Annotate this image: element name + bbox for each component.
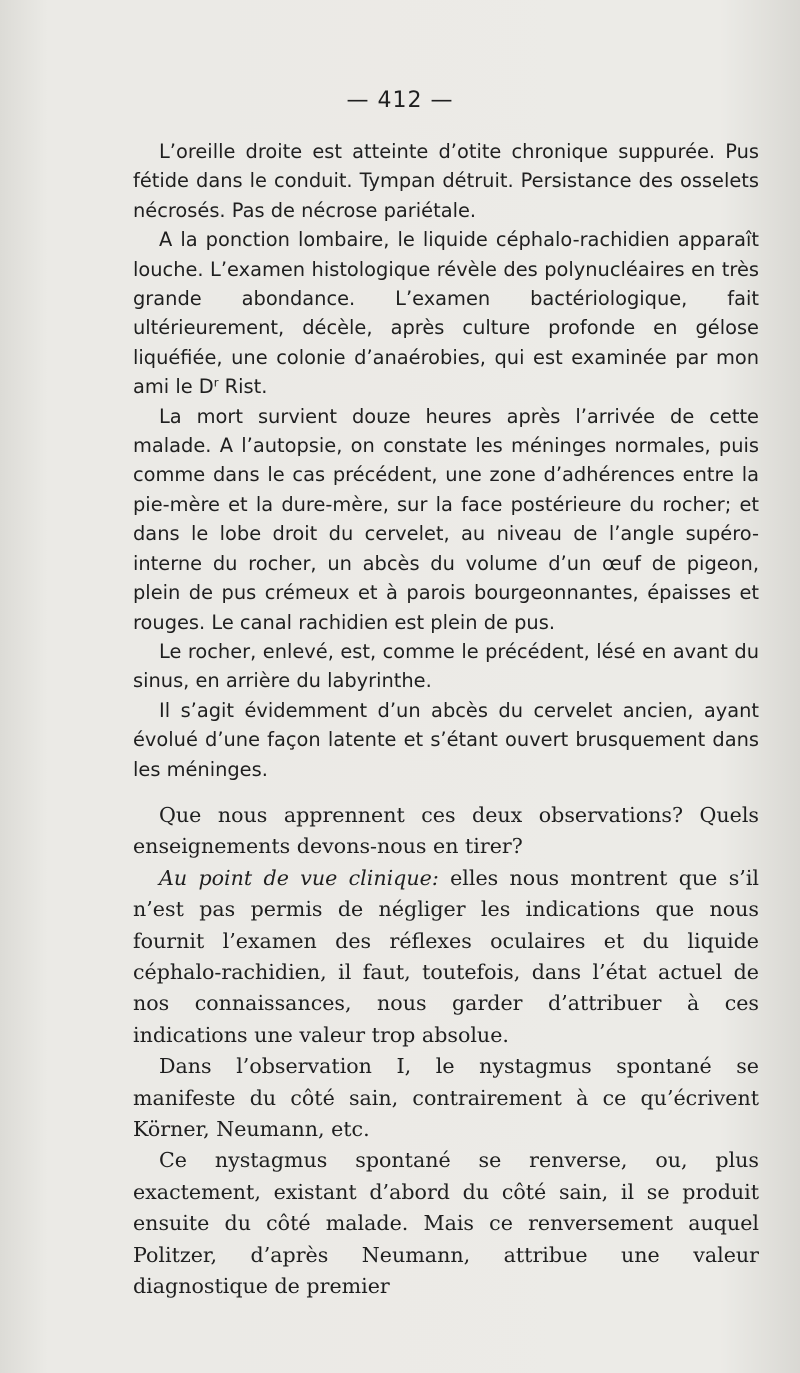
lumbar-puncture-end: Rist. [218, 375, 268, 399]
case-report-text [133, 137, 759, 784]
paragraph-questions: Que nous apprennent ces deux observations? Quels enseignements devons-nous en tirer? [133, 803, 759, 859]
page-number: — 412 — [346, 88, 454, 113]
doctor-abbrev-superscript: r [213, 375, 219, 390]
paragraph-observation-one: Dans l’observation I, le nystagmus spontané se manifeste du côté sain, contrairement à ce qu’écrivent Körner, Neumann, etc. [133, 1054, 759, 1142]
paragraph-conclusion: Il s’agit évidemment d’un abcès du cervelet ancien, ayant évolué d’une façon latente et s’étant ouvert brusquement dans les méninges. [133, 698, 759, 781]
paragraph-nystagmus-reversal: Ce nystagmus spontané se renverse, ou, plus exactement, existant d’abord du côté sain, il se produit ensuite du côté malade. Mais ce renversement auquel Politzer, d’après Neumann, attribue une valeur diagnostique de premier [133, 1148, 759, 1299]
clinical-view-text: elles nous montrent que s’il n’est pas permis de négliger les indications que nous fournit l’examen des réflexes oculaires et du liquide céphalo-rachidien, il faut, toutefois, dans l’état actuel de nos connaissances, nous garder d’attribuer à ces indications une valeur trop absolue. [133, 865, 759, 1047]
lumbar-puncture-text: A la ponction lombaire, le liquide céphalo-rachidien apparaît louche. L’examen histologique révèle des polynucléaires en très grande abondance. L’examen bactériologique, fait ultérieurement, décèle, après culture profonde en gélose liquéfiée, une colonie d’anaérobies, qui est examinée par mon ami le D [133, 228, 759, 399]
paragraph-temporal-bone: Le rocher, enlevé, est, comme le précédent, lésé en avant du sinus, en arrière du labyrinthe. [133, 639, 759, 693]
paragraph-ear-findings: L’oreille droite est atteinte d’otite chronique suppurée. Pus fétide dans le conduit. Tympan détruit. Persistance des osselets nécrosés. Pas de nécrose pariétale. [133, 140, 759, 222]
paragraph-autopsy: La mort survient douze heures après l’arrivée de cette malade. A l’autopsie, on constate les méninges normales, puis comme dans le cas précédent, une zone d’adhérences entre la pie-mère et la dure-mère, sur la face postérieure du rocher; et dans le lobe droit du cervelet, au niveau de l’angle supéro-interne du rocher, un abcès du volume d’un œuf de pigeon, plein de pus crémeux et à parois bourgeonnantes, épaisses et rouges. Le canal rachidien est plein de pus. [133, 404, 759, 634]
clinical-view-heading: Au point de vue clinique: [159, 865, 439, 890]
discussion-text [133, 800, 759, 1303]
paragraph-lumbar-puncture [133, 225, 759, 401]
paragraph-clinical-view [133, 863, 759, 1051]
